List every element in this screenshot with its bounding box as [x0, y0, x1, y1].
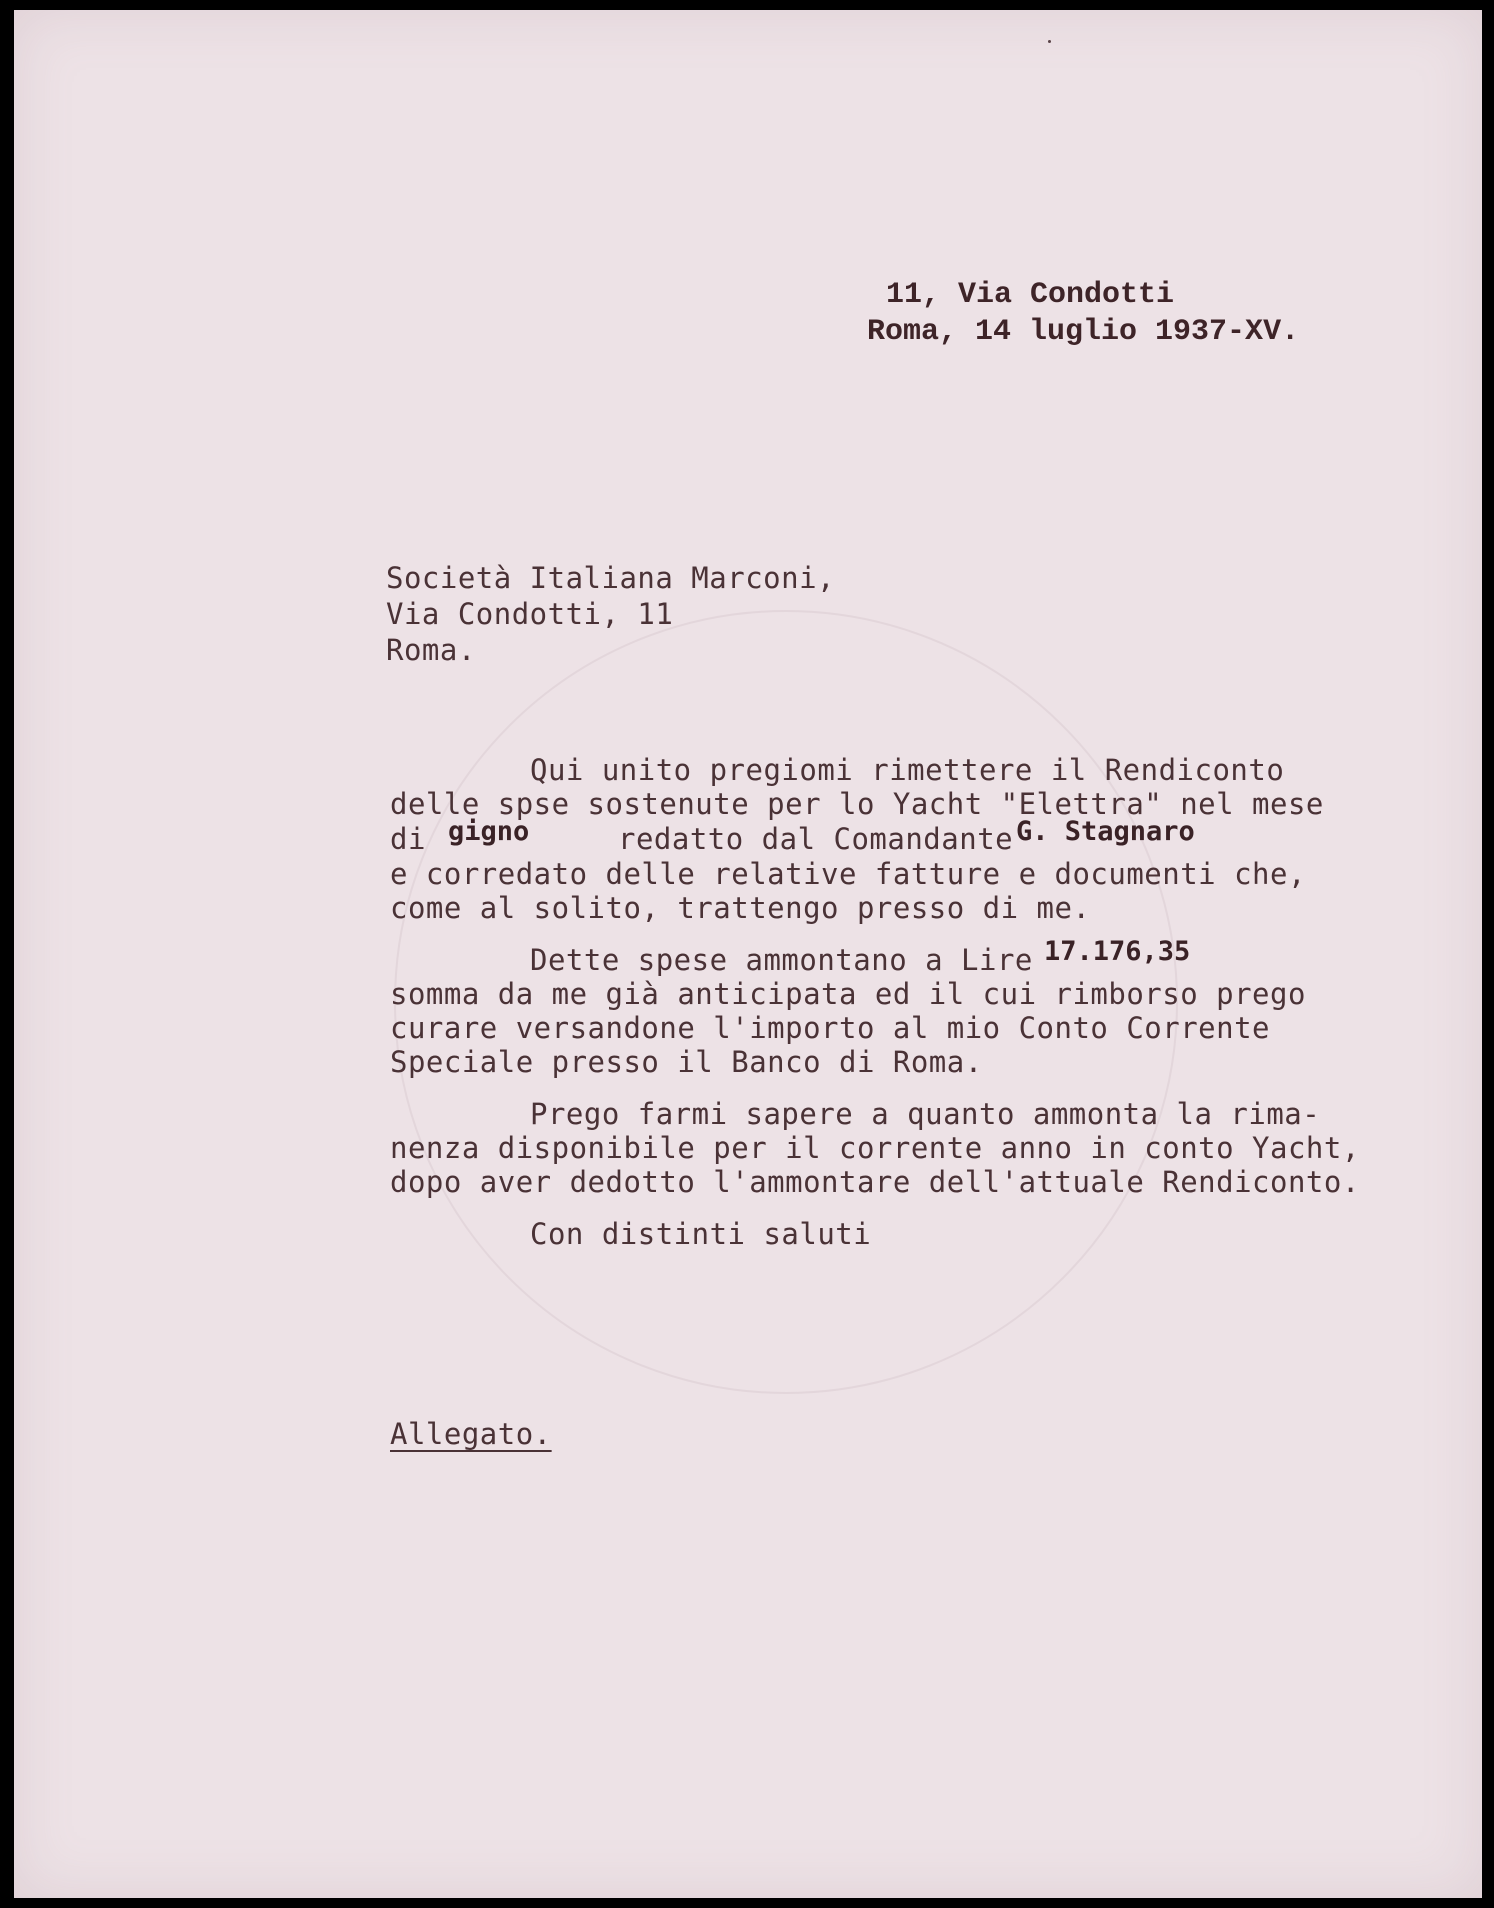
body-p1-line3-mid: redatto dal Comandante: [618, 822, 1014, 856]
body-p2-line3: curare versandone l'importo al mio Conto Corrente: [390, 1011, 1271, 1045]
body-p2-line4: Speciale presso il Banco di Roma.: [390, 1045, 983, 1079]
filled-amount: 17.176,35: [1044, 936, 1191, 967]
attachment-note: Allegato.: [390, 1417, 552, 1451]
body-p3-line1: Prego farmi sapere a quanto ammonta la rima-: [530, 1097, 1321, 1131]
recipient-city: Roma.: [386, 633, 476, 667]
paper-speck: [1048, 40, 1051, 43]
letter-date: Roma, 14 luglio 1937-XV.: [867, 315, 1300, 349]
body-p1-line1: Qui unito pregiomi rimettere il Rendiconto: [530, 753, 1285, 787]
filled-month: gigno: [448, 816, 530, 847]
letter-page: [14, 10, 1482, 1898]
closing-salutation: Con distinti saluti: [530, 1217, 872, 1251]
body-p2-line1: Dette spese ammontano a Lire: [530, 943, 1033, 977]
body-p3-line2: nenza disponibile per il corrente anno in conto Yacht,: [390, 1131, 1360, 1165]
body-p1-line5: come al solito, trattengo presso di me.: [390, 891, 1091, 925]
body-p2-line2: somma da me già anticipata ed il cui rimborso prego: [390, 977, 1306, 1011]
sender-address: 11, Via Condotti: [886, 278, 1175, 312]
body-p1-line4: e corredato delle relative fatture e documenti che,: [390, 857, 1306, 891]
body-p3-line3: dopo aver dedotto l'ammontare dell'attuale Rendiconto.: [390, 1165, 1360, 1199]
body-p1-line3-prefix: di: [390, 822, 426, 856]
filled-commander: G. Stagnaro: [1016, 816, 1195, 847]
recipient-name: Società Italiana Marconi,: [386, 561, 835, 595]
recipient-street: Via Condotti, 11: [386, 597, 674, 631]
body-p1-line2: delle spse sostenute per lo Yacht "Elettra" nel mese: [390, 787, 1324, 821]
